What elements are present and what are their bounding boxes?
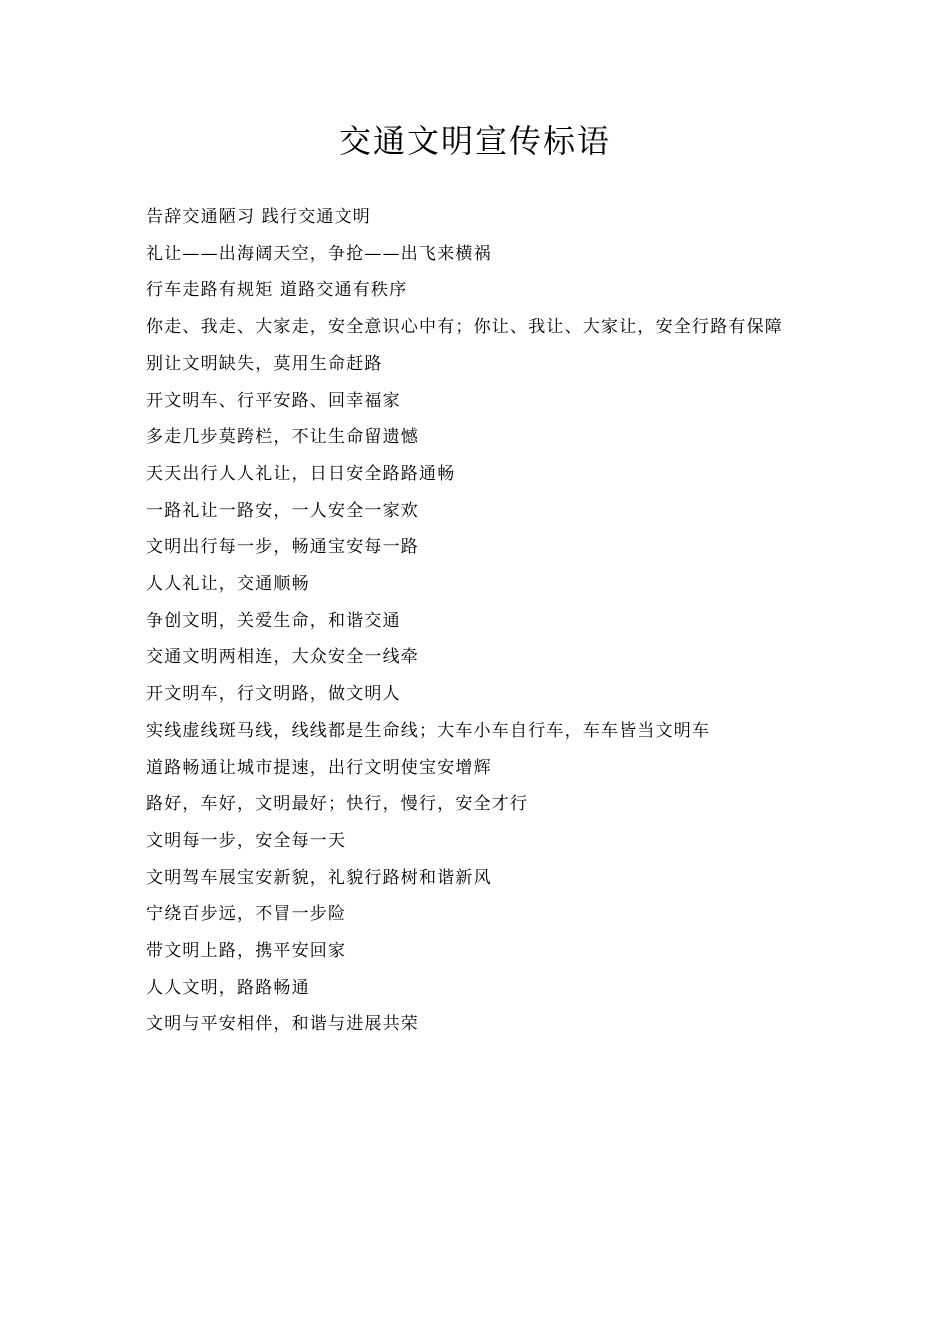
document-title: 交通文明宣传标语: [338, 122, 611, 160]
slogan-line: 多走几步莫跨栏，不让生命留遗憾: [146, 427, 419, 448]
slogan-line: 人人文明，路路畅通: [146, 977, 310, 998]
slogan-line: 礼让——出海阔天空，争抢——出飞来横祸: [146, 243, 492, 264]
slogan-line: 宁绕百步远，不冒一步险: [146, 904, 347, 925]
slogan-list: [146, 199, 814, 1043]
slogan-line: 文明出行每一步，畅通宝安每一路: [146, 537, 419, 558]
slogan-line: 争创文明，关爱生命，和谐交通: [146, 610, 401, 631]
slogan-line: 路好，车好，文明最好；快行，慢行，安全才行: [146, 794, 529, 815]
slogan-line: 行车走路有规矩 道路交通有秩序: [146, 280, 408, 301]
slogan-line: 别让文明缺失，莫用生命赶路: [146, 353, 383, 374]
slogan-line: 开文明车、行平安路、回幸福家: [146, 390, 401, 411]
slogan-line: 道路畅通让城市提速，出行文明使宝安增辉: [146, 757, 492, 778]
slogan-line: 文明驾车展宝安新貌，礼貌行路树和谐新风: [146, 867, 492, 888]
slogan-line: 告辞交通陋习 践行交通文明: [146, 207, 372, 227]
slogan-line: 交通文明两相连，大众安全一线牵: [146, 647, 419, 668]
slogan-line: 文明每一步，安全每一天: [146, 830, 347, 851]
slogan-line: 人人礼让，交通顺畅: [146, 574, 310, 595]
slogan-line: 文明与平安相伴，和谐与进展共荣: [146, 1014, 419, 1035]
slogan-line: 带文明上路，携平安回家: [146, 941, 347, 962]
slogan-line: 实线虚线斑马线，线线都是生命线；大车小车自行车，车车皆当文明车: [146, 720, 711, 741]
slogan-line: 天天出行人人礼让，日日安全路路通畅: [146, 463, 456, 484]
slogan-line: 开文明车，行文明路，做文明人: [146, 684, 401, 705]
slogan-line: 你走、我走、大家走，安全意识心中有；你让、我让、大家让，安全行路有保障: [146, 317, 783, 338]
slogan-line: 一路礼让一路安，一人安全一家欢: [146, 500, 419, 521]
